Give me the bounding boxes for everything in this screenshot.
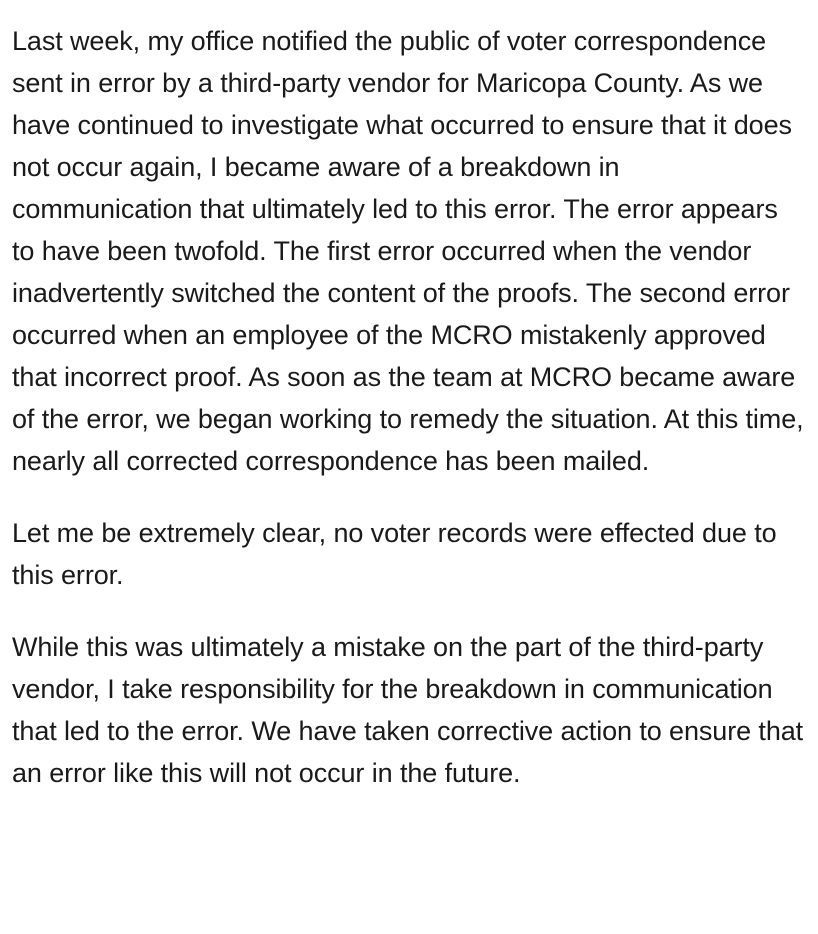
statement-paragraph-3: While this was ultimately a mistake on the part of the third-party vendor, I take responsibility for the breakdown in communication that led to the error. We have taken corrective action to ensure that an error like this will not occur in the future.	[12, 632, 804, 788]
statement-paragraph-1: Last week, my office notified the public of voter correspondence sent in error by a third-party vendor for Maricopa County. As we have continued to investigate what occurred to ensure that it does not occur again, I became aware of a breakdown in communication that ultimately led to this error. The error appears to have been twofold. The first error occurred when the vendor inadvertently switched the content of the proofs. The second error occurred when an employee of the MCRO mistakenly approved that incorrect proof. As soon as the team at MCRO became aware of the error, we began working to remedy the situation. At this time, nearly all corrected correspondence has been mailed.	[12, 26, 804, 476]
statement-paragraph-2: Let me be extremely clear, no voter records were effected due to this error.	[12, 518, 777, 590]
